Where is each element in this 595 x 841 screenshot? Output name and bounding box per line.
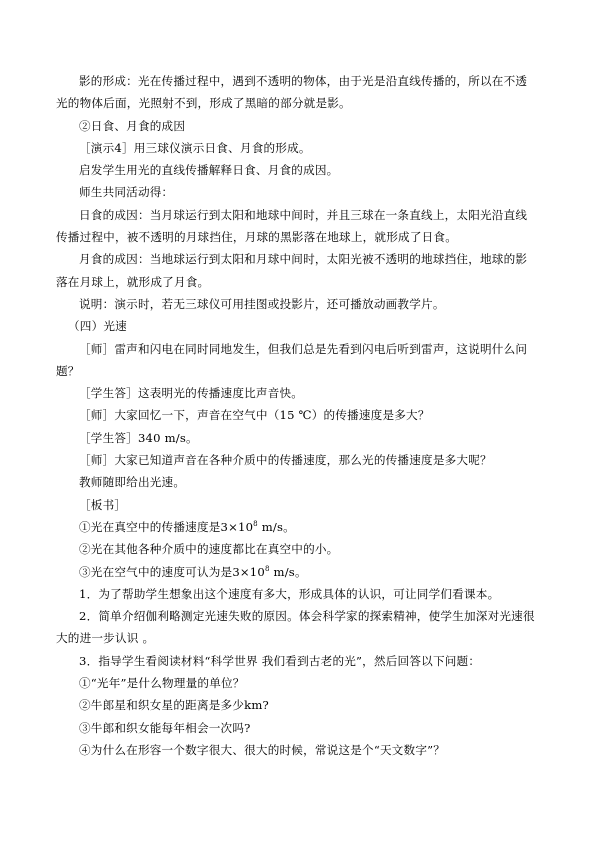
paragraph-teacher-question-thunder-cont: 题？ <box>56 363 80 378</box>
speed-vacuum-text: ①光在真空中的传播速度是3×10 <box>79 519 254 534</box>
paragraph-shadow-formation-cont: 光的物体后面，光照射不到，形成了黑暗的部分就是影。 <box>56 96 351 111</box>
speed-air-unit: m/s。 <box>269 564 307 579</box>
speed-vacuum-exponent: 8 <box>253 520 258 529</box>
paragraph-teacher-question-sound: ［师］大家回忆一下，声音在空气中（15 ℃）的传播速度是多大？ <box>79 408 430 423</box>
paragraph-speed-vacuum <box>56 516 538 538</box>
paragraph-student-answer-1: ［学生答］这表明光的传播速度比声音快。 <box>79 386 304 401</box>
paragraph-speed-air <box>56 561 538 583</box>
document-body <box>56 70 538 761</box>
section-heading-light-speed: （四）光速 <box>68 319 127 334</box>
paragraph-teacher-question-thunder: ［师］雷声和闪电在同时同地发生，但我们总是先看到闪电后听到雷声，这说明什么问 <box>79 341 528 356</box>
paragraph-shadow-formation: 影的形成：光在传播过程中，遇到不透明的物体，由于光是沿直线传播的，所以在不透 <box>79 74 528 88</box>
paragraph-student-answer-2: ［学生答］340 m/s。 <box>79 430 198 445</box>
speed-air-text: ③光在空气中的速度可认为是3×10 <box>79 564 265 579</box>
question-light-year: ①“光年”是什么物理量的单位？ <box>79 676 245 691</box>
paragraph-solar-eclipse-cont: 传播过程中，被不透明的月球挡住，月球的黑影落在地球上，就形成了日食。 <box>56 230 457 245</box>
question-star-distance: ②牛郎星和织女星的距离是多少km? <box>79 698 269 713</box>
paragraph-solar-eclipse: 日食的成因：当月球运行到太阳和地球中间时，并且三球在一条直线上，太阳光沿直线 <box>79 207 528 222</box>
speed-vacuum-unit: m/s。 <box>257 519 295 534</box>
paragraph-teacher-gives-speed: 教师随即给出光速。 <box>79 475 186 490</box>
paragraph-speed-media: ②光在其他各种介质中的速度都比在真空中的小。 <box>79 542 339 557</box>
paragraph-item-2: 2．简单介绍伽利略测定光速失败的原因。体会科学家的探索精神，使学生加深对光速很 <box>79 609 535 624</box>
paragraph-note: 说明：演示时，若无三球仪可用挂图或投影片，还可播放动画教学片。 <box>79 296 445 311</box>
speed-air-exponent: 8 <box>264 564 270 573</box>
paragraph-item-1: 1．为了帮助学生想象出这个速度有多大，形成具体的认识，可让同学们看课本。 <box>79 586 500 601</box>
paragraph-item-2-cont: 大的进一步认识 。 <box>56 631 155 646</box>
paragraph-lunar-eclipse: 月食的成因：当地球运行到太阳和月球中间时，太阳光被不透明的地球挡住，地球的影 <box>79 252 528 267</box>
paragraph-item-3: 3．指导学生看阅读材料“科学世界 我们看到古老的光”，然后回答以下问题： <box>79 653 481 668</box>
heading-eclipse-causes: ②日食、月食的成因 <box>79 118 186 133</box>
paragraph-blackboard: ［板书］ <box>79 497 127 512</box>
paragraph-joint-activity: 师生共同活动得： <box>79 185 174 200</box>
paragraph-guide-students: 启发学生用光的直线传播解释日食、月食的成因。 <box>79 163 339 178</box>
question-astronomical-number: ④为什么在形容一个数字很大、很大的时候，常说这是个“天文数字”？ <box>79 742 446 757</box>
paragraph-teacher-question-light: ［师］大家已知道声音在各种介质中的传播速度，那么光的传播速度是多大呢？ <box>79 453 492 468</box>
paragraph-lunar-eclipse-cont: 落在月球上，就形成了月食。 <box>56 274 210 289</box>
paragraph-demo-4: ［演示4］用三球仪演示日食、月食的形成。 <box>79 140 311 155</box>
question-annual-meeting: ③牛郎和织女能每年相会一次吗? <box>79 720 251 735</box>
